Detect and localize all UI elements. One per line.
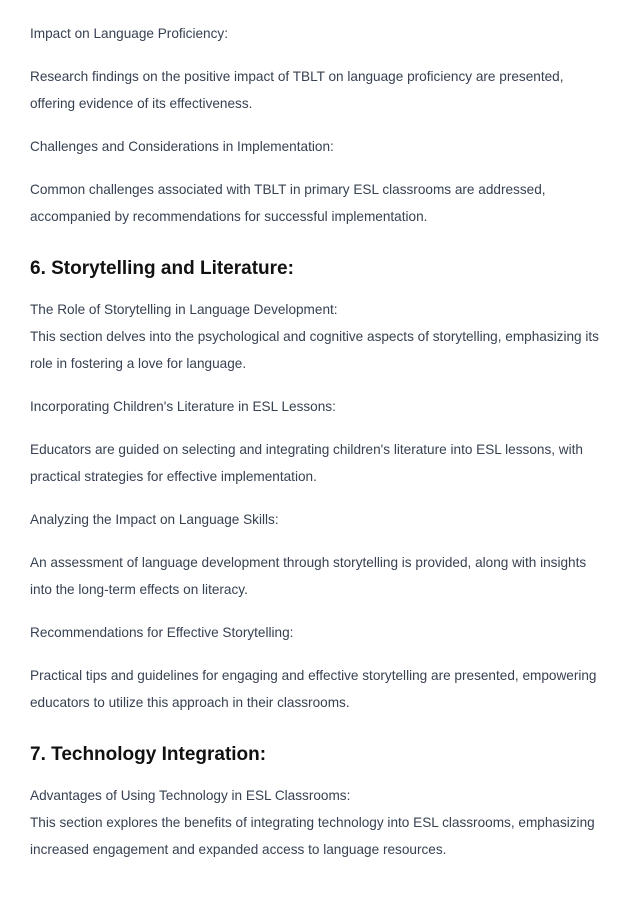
childrens-literature-heading: Incorporating Children's Literature in ESL Lessons: [30,399,336,414]
recommendations-heading: Recommendations for Effective Storytelling: [30,625,294,640]
challenges-heading: Challenges and Considerations in Implementation: [30,139,334,154]
analyzing-impact-heading: Analyzing the Impact on Language Skills: [30,512,279,527]
technology-advantages-text: This section explores the benefits of integrating technology into ESL classrooms, emphasizing increased engagement and expanded access to language resources. [30,815,595,857]
storytelling-role-text: This section delves into the psychological and cognitive aspects of storytelling, emphasizing its role in fostering a love for language. [30,329,599,371]
analyzing-impact-text: An assessment of language development through storytelling is provided, along with insights into the long-term effects on literacy. [30,555,587,597]
impact-heading: Impact on Language Proficiency: [30,26,228,41]
technology-advantages-heading: Advantages of Using Technology in ESL Classrooms: [30,788,351,803]
childrens-literature-text: Educators are guided on selecting and integrating children's literature into ESL lessons, with practical strategies for effective implementation. [30,442,583,484]
section-6-title: 6. Storytelling and Literature: [30,258,294,279]
storytelling-role-heading: The Role of Storytelling in Language Development: [30,302,338,317]
section-7-title: 7. Technology Integration: [30,744,267,765]
recommendations-text: Practical tips and guidelines for engaging and effective storytelling are presented, empowering educators to utilize this approach in their classrooms. [30,668,597,710]
challenges-text: Common challenges associated with TBLT in primary ESL classrooms are addressed, accompanied by recommendations for successful implementation. [30,182,546,224]
impact-text: Research findings on the positive impact of TBLT on language proficiency are presented, offering evidence of its effectiveness. [30,69,564,111]
